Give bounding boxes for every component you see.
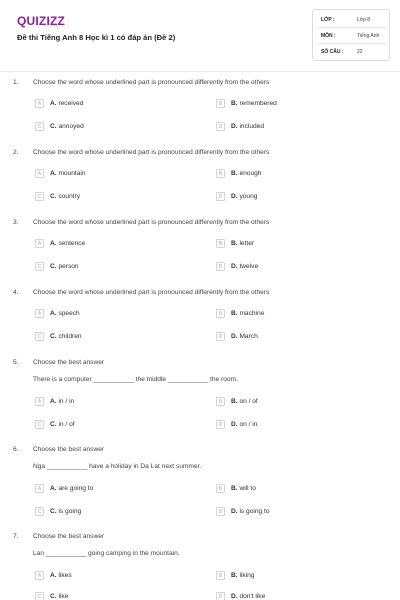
option-label: A.: [50, 572, 57, 579]
option-text: [50, 333, 82, 340]
meta-divider: [317, 27, 387, 28]
option-text: [231, 170, 261, 177]
option-text: [231, 398, 258, 405]
question-number: 7.: [13, 533, 19, 540]
option-letter-box: B: [216, 571, 225, 580]
option-label: A.: [50, 485, 57, 492]
option-text: [50, 170, 86, 177]
question-prompt: Choose the word whose underlined part is pronounced differently from the others: [33, 289, 270, 296]
option-letter-box: A: [35, 397, 44, 406]
option-label: A.: [50, 170, 57, 177]
question-number: 1.: [13, 79, 19, 86]
question-prompt: Choose the word whose underlined part is pronounced differently from the others: [33, 219, 270, 226]
option-value: included: [239, 123, 264, 130]
option-value: March: [239, 333, 258, 340]
option-text: [50, 263, 79, 270]
option-label: C.: [50, 508, 57, 515]
option-label: B.: [231, 572, 238, 579]
option-text: [50, 508, 81, 515]
meta-info-box: [312, 9, 390, 61]
option-value: like: [58, 593, 69, 600]
option-letter-box: B: [216, 309, 225, 318]
option-label: D.: [231, 421, 238, 428]
question-prompt: Choose the word whose underlined part is pronounced differently from the others: [33, 79, 270, 86]
question-prompt: Choose the best answer: [33, 359, 105, 366]
option-value: are going to: [58, 485, 94, 492]
option-letter-box: C: [35, 192, 44, 201]
option-label: B.: [231, 100, 238, 107]
question-prompt: Choose the best answer: [33, 446, 105, 453]
worksheet-header: [0, 0, 400, 70]
option-label: C.: [50, 333, 57, 340]
option-letter-box: B: [216, 239, 225, 248]
option-letter-box: D: [216, 507, 225, 516]
option-letter-box: D: [216, 122, 225, 131]
option-label: C.: [50, 123, 57, 130]
option-letter-box: C: [35, 507, 44, 516]
meta-divider: [317, 43, 387, 44]
question-prompt: Choose the best answer: [33, 533, 105, 540]
option-text: [50, 240, 85, 247]
option-value: machine: [239, 310, 265, 317]
option-text: [50, 485, 93, 492]
option-text: [50, 421, 75, 428]
option-letter-box: C: [35, 122, 44, 131]
option-label: D.: [231, 593, 238, 600]
option-label: A.: [50, 100, 57, 107]
option-value: will to: [239, 485, 256, 492]
option-label: B.: [231, 170, 238, 177]
option-value: enough: [239, 170, 262, 177]
option-value: annoyed: [58, 123, 84, 130]
option-text: [231, 593, 265, 600]
option-label: A.: [50, 398, 57, 405]
option-letter-box: B: [216, 169, 225, 178]
option-value: don't like: [239, 593, 266, 600]
option-value: remembered: [239, 100, 277, 107]
question-number: 6.: [13, 446, 19, 453]
option-letter-box: C: [35, 592, 44, 600]
option-label: D.: [231, 263, 238, 270]
meta-label: MÔN :: [321, 33, 336, 39]
option-text: [50, 123, 84, 130]
option-label: D.: [231, 123, 238, 130]
option-text: [231, 240, 254, 247]
option-text: [231, 123, 264, 130]
header-divider: [0, 71, 400, 72]
option-value: is going to: [239, 508, 270, 515]
option-label: C.: [50, 193, 57, 200]
option-text: [50, 572, 72, 579]
option-value: liking: [239, 572, 255, 579]
option-letter-box: D: [216, 262, 225, 271]
question-number: 3.: [13, 219, 19, 226]
option-text: [231, 421, 257, 428]
question-prompt: Choose the word whose underlined part is pronounced differently from the others: [33, 149, 270, 156]
option-text: [50, 398, 74, 405]
option-letter-box: B: [216, 99, 225, 108]
option-value: person: [58, 263, 79, 270]
option-label: A.: [50, 310, 57, 317]
option-letter-box: B: [216, 484, 225, 493]
meta-label: LỚP :: [321, 17, 335, 23]
option-value: on / in: [239, 421, 258, 428]
meta-value: Lớp 8: [357, 17, 371, 23]
option-value: is going: [58, 508, 82, 515]
option-text: [231, 310, 264, 317]
option-text: [50, 310, 80, 317]
option-label: C.: [50, 263, 57, 270]
option-value: in / in: [58, 398, 75, 405]
option-letter-box: C: [35, 262, 44, 271]
document-title: Đề thi Tiếng Anh 8 Học kì 1 có đáp án (Đề 2): [17, 33, 176, 42]
meta-row-class: [321, 14, 391, 26]
option-label: B.: [231, 240, 238, 247]
option-label: D.: [231, 333, 238, 340]
option-letter-box: D: [216, 192, 225, 201]
option-value: sentence: [58, 240, 86, 247]
option-letter-box: D: [216, 332, 225, 341]
option-value: speech: [58, 310, 80, 317]
option-label: B.: [231, 310, 238, 317]
option-label: D.: [231, 193, 238, 200]
option-text: [50, 100, 83, 107]
option-letter-box: A: [35, 239, 44, 248]
meta-value: 22: [357, 49, 363, 55]
meta-row-count: [321, 46, 391, 58]
question-number: 4.: [13, 289, 19, 296]
option-value: likes: [58, 572, 72, 579]
option-label: A.: [50, 240, 57, 247]
option-value: letter: [239, 240, 255, 247]
option-letter-box: A: [35, 571, 44, 580]
option-letter-box: B: [216, 397, 225, 406]
option-label: D.: [231, 508, 238, 515]
option-text: [231, 333, 258, 340]
meta-label: SỐ CÂU :: [321, 49, 344, 55]
meta-value: Tiếng Anh: [357, 33, 380, 39]
option-letter-box: A: [35, 484, 44, 493]
option-text: [231, 263, 258, 270]
question-sentence: Nga ___________ have a holiday in Da Lat next summer.: [33, 463, 202, 470]
option-value: received: [58, 100, 84, 107]
option-value: on / of: [239, 398, 258, 405]
meta-row-subject: [321, 30, 391, 42]
option-letter-box: A: [35, 169, 44, 178]
option-letter-box: D: [216, 592, 225, 600]
option-letter-box: A: [35, 99, 44, 108]
option-letter-box: D: [216, 420, 225, 429]
option-value: country: [58, 193, 81, 200]
quizizz-logo: QUIZIZZ: [17, 14, 66, 28]
option-label: C.: [50, 593, 57, 600]
option-text: [231, 100, 277, 107]
option-value: mountain: [58, 170, 86, 177]
question-sentence: Lan ___________ going camping in the mountain.: [33, 550, 180, 557]
option-value: in / of: [58, 421, 75, 428]
question-number: 5.: [13, 359, 19, 366]
option-text: [50, 193, 80, 200]
option-text: [231, 485, 256, 492]
option-value: twelve: [239, 263, 259, 270]
option-value: young: [239, 193, 258, 200]
option-letter-box: A: [35, 309, 44, 318]
option-label: B.: [231, 485, 238, 492]
option-text: [231, 572, 254, 579]
option-text: [231, 193, 257, 200]
option-letter-box: C: [35, 332, 44, 341]
option-letter-box: C: [35, 420, 44, 429]
question-number: 2.: [13, 149, 19, 156]
question-sentence: There is a computer ___________ the middle ___________ the room.: [33, 376, 238, 383]
option-label: B.: [231, 398, 238, 405]
option-label: C.: [50, 421, 57, 428]
option-value: children: [58, 333, 82, 340]
option-text: [231, 508, 270, 515]
option-text: [50, 593, 68, 600]
